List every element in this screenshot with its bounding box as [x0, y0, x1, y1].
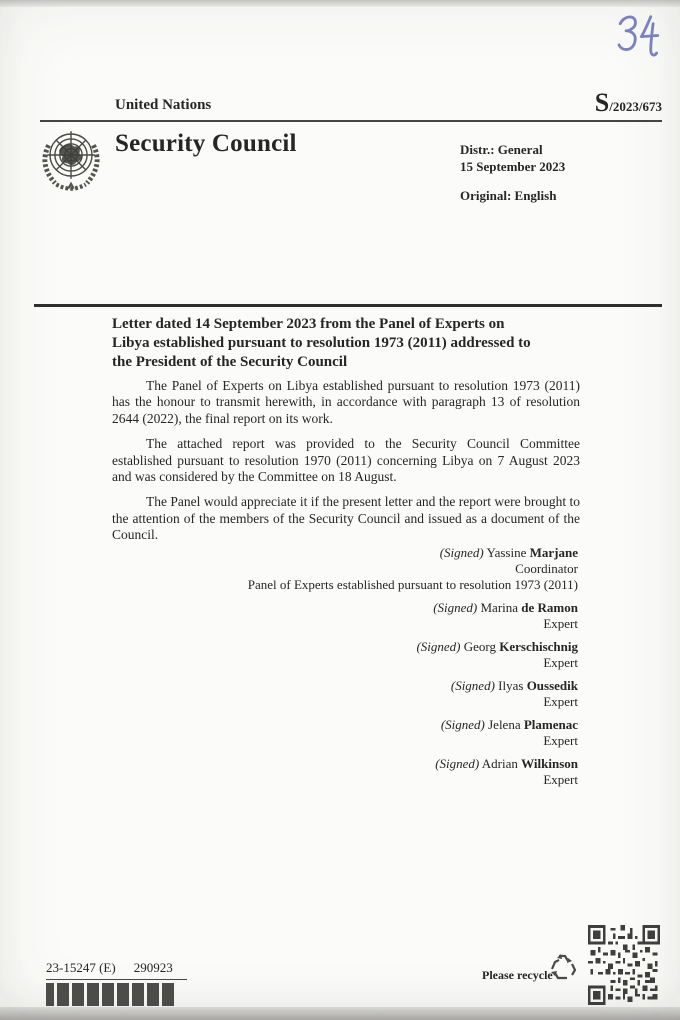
signature-line: (Signed) Marina de Ramon — [433, 600, 578, 615]
job-number-line — [46, 960, 187, 980]
letter-title-line: the President of the Security Council — [112, 354, 348, 370]
distribution-block — [460, 141, 565, 175]
signature-section — [112, 545, 578, 795]
signature-role: Coordinator — [515, 561, 578, 576]
signature-block — [112, 545, 578, 593]
letter-title — [112, 315, 531, 372]
letter-paragraph: The Panel would appreciate it if the present letter and the report were brought to the attention of the members of the Security Council and issued as a document of the Council. — [112, 494, 580, 543]
letter-body — [112, 378, 580, 553]
original-language: Original: English — [460, 188, 557, 203]
photo-top-edge — [0, 0, 680, 7]
document-symbol-prefix: S — [594, 88, 610, 117]
letter-title-line: Letter dated 14 September 2023 from the Panel of Experts on — [112, 316, 505, 332]
photo-bottom-edge — [0, 1007, 680, 1020]
recycle-label: Please recycle — [482, 968, 553, 982]
signature-role: Expert — [543, 616, 578, 631]
signature-block — [112, 678, 578, 710]
signature-line: (Signed) Adrian Wilkinson — [435, 756, 578, 771]
letter-paragraph: The attached report was provided to the Security Council Committee established pursuant to resolution 1970 (2011) concerning Libya on 7 August 2023 and was considered by the Committee on 18 August. — [112, 436, 580, 485]
organ-title: Security Council — [115, 130, 297, 157]
signature-role: Expert — [543, 694, 578, 709]
signature-line: (Signed) Jelena Plamenac — [440, 717, 578, 732]
signature-line: (Signed) Ilyas Oussedik — [450, 678, 578, 693]
header-rule — [40, 120, 662, 122]
print-date-code: 290923 — [133, 960, 173, 975]
title-rule — [34, 304, 662, 307]
job-number: 23-15247 (E) — [46, 960, 116, 975]
un-name: United Nations — [115, 97, 212, 113]
signature-role: Panel of Experts established pursuant to resolution 1973 (2011) — [247, 577, 578, 592]
signature-role: Expert — [543, 655, 578, 670]
signature-line: (Signed) Yassine Marjane — [439, 545, 578, 560]
signature-line: (Signed) Georg Kerschischnig — [416, 639, 578, 654]
distribution-date: 15 September 2023 — [460, 159, 566, 174]
letter-title-line: Libya established pursuant to resolution 1973 (2011) addressed to — [112, 335, 531, 351]
barcode — [46, 983, 174, 1006]
handwritten-page-number — [614, 12, 664, 71]
handwriting-34-icon — [614, 12, 664, 66]
signature-role: Expert — [543, 772, 578, 787]
signature-block — [112, 756, 578, 788]
letter-paragraph: The Panel of Experts on Libya established pursuant to resolution 1973 (2011) has the honour to transmit herewith, in accordance with paragraph 13 of resolution 2644 (2022), the final report on its work. — [112, 378, 580, 426]
recycle-icon — [546, 950, 580, 989]
qr-code — [588, 925, 660, 1010]
document-symbol — [595, 88, 662, 118]
un-emblem-icon — [36, 126, 106, 203]
signature-block — [112, 600, 578, 632]
signature-block — [112, 717, 578, 749]
signature-block — [112, 639, 578, 671]
signature-role: Expert — [543, 733, 578, 748]
document-symbol-suffix: /2023/673 — [609, 99, 662, 114]
distribution-label: Distr.: General — [460, 142, 543, 157]
